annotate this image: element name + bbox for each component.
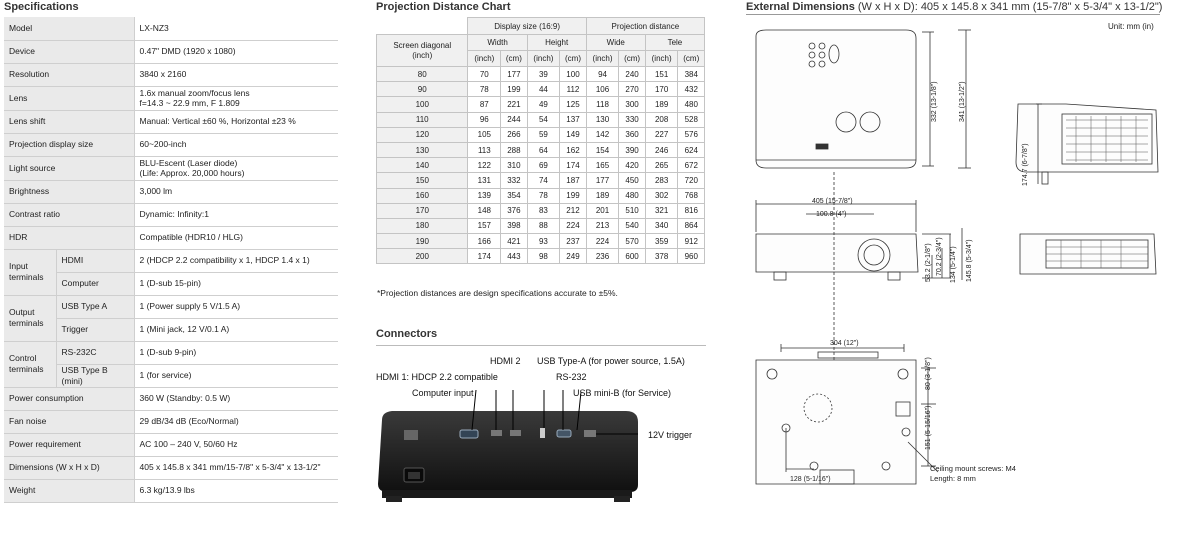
projection-cell: 112 — [560, 82, 586, 97]
dim-53-2: 53.2 (2-1/8") — [925, 243, 932, 282]
spec-sublabel: USB Type B (mini) — [56, 364, 134, 387]
screen-diagonal-cell: 200 — [377, 249, 468, 264]
projection-row — [377, 112, 705, 127]
dim-128: 128 (5-1/16") — [790, 476, 831, 483]
projection-cell: 170 — [645, 82, 678, 97]
spec-value: LX-NZ3 — [134, 17, 338, 40]
screen-diagonal-cell: 190 — [377, 234, 468, 249]
specifications-title: Specifications — [4, 1, 79, 13]
spec-row — [4, 203, 338, 226]
dim-70-2: 70.2 (2-3/4") — [936, 237, 943, 276]
spec-value: 0.47" DMD (1920 x 1080) — [134, 40, 338, 63]
projection-cell: 227 — [645, 127, 678, 142]
projection-cell: 528 — [678, 112, 705, 127]
projection-cell: 816 — [678, 203, 705, 218]
projection-cell: 360 — [619, 127, 645, 142]
projection-cell: 174 — [468, 249, 501, 264]
height-header: Height — [527, 35, 586, 51]
spec-row — [4, 479, 338, 502]
screen-diagonal-cell: 170 — [377, 203, 468, 218]
projection-cell: 137 — [560, 112, 586, 127]
projection-cell: 480 — [619, 188, 645, 203]
projection-row — [377, 142, 705, 157]
projection-chart-title: Projection Distance Chart — [376, 1, 511, 13]
projection-row — [377, 234, 705, 249]
projection-cell: 122 — [468, 158, 501, 173]
spec-row — [4, 341, 338, 364]
projection-distance-table — [376, 17, 705, 264]
output-terminals-label: Output terminals — [4, 295, 56, 341]
spec-value: Dynamic: Infinity:1 — [134, 203, 338, 226]
spec-row — [4, 456, 338, 479]
projection-cell: 130 — [586, 112, 619, 127]
projection-row — [377, 82, 705, 97]
projection-row — [377, 188, 705, 203]
spec-sublabel: HDMI — [56, 249, 134, 272]
projection-cell: 187 — [560, 173, 586, 188]
dim-100-8: 100.8 (4") — [816, 211, 847, 218]
spec-value: 29 dB/34 dB (Eco/Normal) — [134, 410, 338, 433]
computer-input-label: Computer input — [412, 388, 474, 398]
spec-label: Fan noise — [4, 410, 134, 433]
projection-cell: 88 — [527, 218, 560, 233]
spec-label: Light source — [4, 156, 134, 180]
spec-row — [4, 17, 338, 40]
projection-cell: 576 — [678, 127, 705, 142]
projection-cell: 246 — [645, 142, 678, 157]
projection-cell: 139 — [468, 188, 501, 203]
projection-cell: 480 — [678, 97, 705, 112]
projection-cell: 148 — [468, 203, 501, 218]
projection-cell: 450 — [619, 173, 645, 188]
projection-cell: 265 — [645, 158, 678, 173]
projection-cell: 354 — [501, 188, 527, 203]
connectors-divider — [376, 345, 706, 346]
spec-value: 60~200-inch — [134, 133, 338, 156]
unit-cm: (cm) — [560, 51, 586, 67]
projection-cell: 378 — [645, 249, 678, 264]
projection-cell: 39 — [527, 67, 560, 82]
spec-value: 1 (for service) — [134, 364, 338, 387]
screen-diagonal-cell: 90 — [377, 82, 468, 97]
spec-row — [4, 433, 338, 456]
spec-label: HDR — [4, 226, 134, 249]
spec-label: Lens — [4, 86, 134, 110]
projection-cell: 864 — [678, 218, 705, 233]
spec-row — [4, 249, 338, 272]
spec-row — [4, 156, 338, 180]
unit-inch: (inch) — [645, 51, 678, 67]
screen-diagonal-cell: 100 — [377, 97, 468, 112]
projection-cell: 87 — [468, 97, 501, 112]
projection-cell: 398 — [501, 218, 527, 233]
projection-cell: 174 — [560, 158, 586, 173]
screen-diagonal-cell: 120 — [377, 127, 468, 142]
projection-cell: 224 — [586, 234, 619, 249]
dim-174-7: 174.7 (6-7/8") — [1022, 143, 1029, 186]
rs232-label: RS-232 — [556, 372, 587, 382]
projection-cell: 288 — [501, 142, 527, 157]
projection-row — [377, 173, 705, 188]
projection-cell: 189 — [586, 188, 619, 203]
unit-cm: (cm) — [619, 51, 645, 67]
projection-cell: 96 — [468, 112, 501, 127]
screen-diagonal-header: Screen diagonal (inch) — [377, 35, 468, 67]
projection-cell: 131 — [468, 173, 501, 188]
dim-405: 405 (15-7/8") — [812, 198, 853, 205]
projection-distance-header: Projection distance — [586, 18, 704, 35]
spec-row — [4, 40, 338, 63]
projection-cell: 912 — [678, 234, 705, 249]
screen-diagonal-cell: 80 — [377, 67, 468, 82]
spec-row — [4, 387, 338, 410]
projection-cell: 221 — [501, 97, 527, 112]
dim-332: 332 (13-1/8") — [931, 81, 938, 122]
projection-cell: 54 — [527, 112, 560, 127]
projection-row — [377, 97, 705, 112]
spec-label: Dimensions (W x H x D) — [4, 456, 134, 479]
projection-cell: 384 — [678, 67, 705, 82]
screen-diagonal-cell: 110 — [377, 112, 468, 127]
spec-value: 360 W (Standby: 0.5 W) — [134, 387, 338, 410]
projection-cell: 151 — [645, 67, 678, 82]
projection-cell: 44 — [527, 82, 560, 97]
projection-cell: 212 — [560, 203, 586, 218]
projection-cell: 237 — [560, 234, 586, 249]
control-terminals-label: Control terminals — [4, 341, 56, 387]
projection-cell: 330 — [619, 112, 645, 127]
spec-label: Lens shift — [4, 110, 134, 133]
projection-cell: 421 — [501, 234, 527, 249]
projection-cell: 768 — [678, 188, 705, 203]
spec-value: Manual: Vertical ±60 %, Horizontal ±23 % — [134, 110, 338, 133]
dim-151: 151 (5-15/16") — [925, 405, 932, 450]
projection-row — [377, 67, 705, 82]
projection-cell: 78 — [468, 82, 501, 97]
spec-value: 2 (HDCP 2.2 compatibility x 1, HDCP 1.4 x 1) — [134, 249, 338, 272]
projection-cell: 420 — [619, 158, 645, 173]
unit-inch: (inch) — [586, 51, 619, 67]
wide-header: Wide — [586, 35, 645, 51]
projection-note: *Projection distances are design specifications accurate to ±5%. — [377, 288, 618, 298]
dim-304: 304 (12") — [830, 340, 859, 347]
input-terminals-label: Input terminals — [4, 249, 56, 295]
projection-cell: 224 — [560, 218, 586, 233]
dim-341: 341 (13-1/2") — [959, 81, 966, 122]
unit-inch: (inch) — [468, 51, 501, 67]
projection-cell: 142 — [586, 127, 619, 142]
dim-80: 80 (3-1/8") — [925, 357, 932, 390]
unit-inch: (inch) — [527, 51, 560, 67]
spec-label: Brightness — [4, 180, 134, 203]
projection-cell: 570 — [619, 234, 645, 249]
spec-value: 1 (Mini jack, 12 V/0.1 A) — [134, 318, 338, 341]
spec-sublabel: USB Type A — [56, 295, 134, 318]
projection-row — [377, 127, 705, 142]
projection-cell: 149 — [560, 127, 586, 142]
projection-cell: 157 — [468, 218, 501, 233]
projection-cell: 270 — [619, 82, 645, 97]
trigger-label: 12V trigger — [648, 430, 693, 440]
dim-145-8: 145.8 (5-3/4") — [966, 239, 973, 282]
connectors-title: Connectors — [376, 328, 438, 340]
projection-cell: 300 — [619, 97, 645, 112]
projection-cell: 165 — [586, 158, 619, 173]
projector-rear-illustration — [376, 390, 706, 508]
spec-label: Contrast ratio — [4, 203, 134, 226]
external-dimensions-title: External Dimensions (W x H x D): 405 x 145.8 x 341 mm (15-7/8" x 5-3/4" x 13-1/2") — [746, 1, 1163, 13]
projection-cell: 199 — [501, 82, 527, 97]
spec-value: 3,000 lm — [134, 180, 338, 203]
projection-cell: 113 — [468, 142, 501, 157]
projection-cell: 93 — [527, 234, 560, 249]
projection-cell: 70 — [468, 67, 501, 82]
spec-value: 405 x 145.8 x 341 mm/15-7/8" x 5-3/4" x 13-1/2" — [134, 456, 338, 479]
projection-cell: 74 — [527, 173, 560, 188]
spec-label: Resolution — [4, 63, 134, 86]
projection-cell: 390 — [619, 142, 645, 157]
projection-cell: 600 — [619, 249, 645, 264]
spec-sublabel: Trigger — [56, 318, 134, 341]
spec-row — [4, 110, 338, 133]
screen-diagonal-cell: 180 — [377, 218, 468, 233]
projection-cell: 49 — [527, 97, 560, 112]
screw-length-note: Length: 8 mm — [930, 474, 976, 483]
projection-cell: 199 — [560, 188, 586, 203]
hdmi2-label: HDMI 2 — [490, 356, 521, 366]
display-size-header: Display size (16:9) — [468, 18, 586, 35]
projection-cell: 960 — [678, 249, 705, 264]
projection-cell: 249 — [560, 249, 586, 264]
spec-sublabel: Computer — [56, 272, 134, 295]
spec-value: 3840 x 2160 — [134, 63, 338, 86]
unit-cm: (cm) — [501, 51, 527, 67]
spec-label: Projection display size — [4, 133, 134, 156]
spec-value: 1 (Power supply 5 V/1.5 A) — [134, 295, 338, 318]
projection-cell: 213 — [586, 218, 619, 233]
spec-row — [4, 410, 338, 433]
projection-cell: 64 — [527, 142, 560, 157]
screen-diagonal-cell: 140 — [377, 158, 468, 173]
spec-value: 1 (D-sub 15-pin) — [134, 272, 338, 295]
projection-cell: 208 — [645, 112, 678, 127]
projection-cell: 302 — [645, 188, 678, 203]
spec-value: BLU-Escent (Laser diode) (Life: Approx. 20,000 hours) — [134, 156, 338, 180]
spec-label: Weight — [4, 479, 134, 502]
projection-cell: 154 — [586, 142, 619, 157]
projection-cell: 177 — [501, 67, 527, 82]
projection-cell: 106 — [586, 82, 619, 97]
spec-value: 6.3 kg/13.9 lbs — [134, 479, 338, 502]
usb-a-label: USB Type-A (for power source, 1.5A) — [537, 356, 685, 366]
projection-cell: 321 — [645, 203, 678, 218]
spec-row — [4, 295, 338, 318]
projection-cell: 83 — [527, 203, 560, 218]
projection-cell: 359 — [645, 234, 678, 249]
spec-value: 1 (D-sub 9-pin) — [134, 341, 338, 364]
hdmi1-label: HDMI 1: HDCP 2.2 compatible — [376, 372, 498, 382]
unit-label: Unit: mm (in) — [1108, 22, 1154, 31]
screen-diagonal-cell: 130 — [377, 142, 468, 157]
projection-cell: 310 — [501, 158, 527, 173]
projection-row — [377, 249, 705, 264]
external-divider — [746, 14, 1160, 15]
projection-row — [377, 203, 705, 218]
projection-cell: 443 — [501, 249, 527, 264]
projection-cell: 78 — [527, 188, 560, 203]
projection-cell: 69 — [527, 158, 560, 173]
usb-mini-label: USB mini-B (for Service) — [573, 388, 672, 398]
projection-cell: 244 — [501, 112, 527, 127]
spec-row — [4, 226, 338, 249]
projection-cell: 236 — [586, 249, 619, 264]
projection-cell: 125 — [560, 97, 586, 112]
screen-diagonal-cell: 150 — [377, 173, 468, 188]
projection-cell: 98 — [527, 249, 560, 264]
projection-cell: 240 — [619, 67, 645, 82]
spec-row — [4, 133, 338, 156]
spec-label: Model — [4, 17, 134, 40]
spec-row — [4, 86, 338, 110]
spec-label: Power requirement — [4, 433, 134, 456]
spec-value: 1.6x manual zoom/focus lens f=14.3 ~ 22.9 mm, F 1.809 — [134, 86, 338, 110]
ceiling-mount-note: Ceiling mount screws: M4 — [930, 464, 1016, 473]
projection-cell: 624 — [678, 142, 705, 157]
projection-cell: 540 — [619, 218, 645, 233]
width-header: Width — [468, 35, 527, 51]
spec-label: Device — [4, 40, 134, 63]
dim-134: 134 (5-1/4") — [950, 246, 957, 283]
spec-row — [4, 180, 338, 203]
projection-cell: 376 — [501, 203, 527, 218]
spec-value: Compatible (HDR10 / HLG) — [134, 226, 338, 249]
projection-cell: 100 — [560, 67, 586, 82]
spec-sublabel: RS-232C — [56, 341, 134, 364]
projection-row — [377, 218, 705, 233]
projection-cell: 432 — [678, 82, 705, 97]
spec-row — [4, 63, 338, 86]
projection-cell: 332 — [501, 173, 527, 188]
tele-header: Tele — [645, 35, 704, 51]
projection-cell: 672 — [678, 158, 705, 173]
spec-value: AC 100 – 240 V, 50/60 Hz — [134, 433, 338, 456]
projection-cell: 118 — [586, 97, 619, 112]
projection-cell: 177 — [586, 173, 619, 188]
projection-cell: 162 — [560, 142, 586, 157]
projection-cell: 510 — [619, 203, 645, 218]
projection-cell: 266 — [501, 127, 527, 142]
projection-cell: 720 — [678, 173, 705, 188]
projection-cell: 166 — [468, 234, 501, 249]
projection-cell: 283 — [645, 173, 678, 188]
unit-cm: (cm) — [678, 51, 705, 67]
projection-cell: 340 — [645, 218, 678, 233]
projection-cell: 94 — [586, 67, 619, 82]
projection-cell: 201 — [586, 203, 619, 218]
projection-cell: 59 — [527, 127, 560, 142]
specifications-table — [4, 17, 338, 503]
projection-cell: 189 — [645, 97, 678, 112]
projection-cell: 105 — [468, 127, 501, 142]
spec-label: Power consumption — [4, 387, 134, 410]
projection-row — [377, 158, 705, 173]
screen-diagonal-cell: 160 — [377, 188, 468, 203]
